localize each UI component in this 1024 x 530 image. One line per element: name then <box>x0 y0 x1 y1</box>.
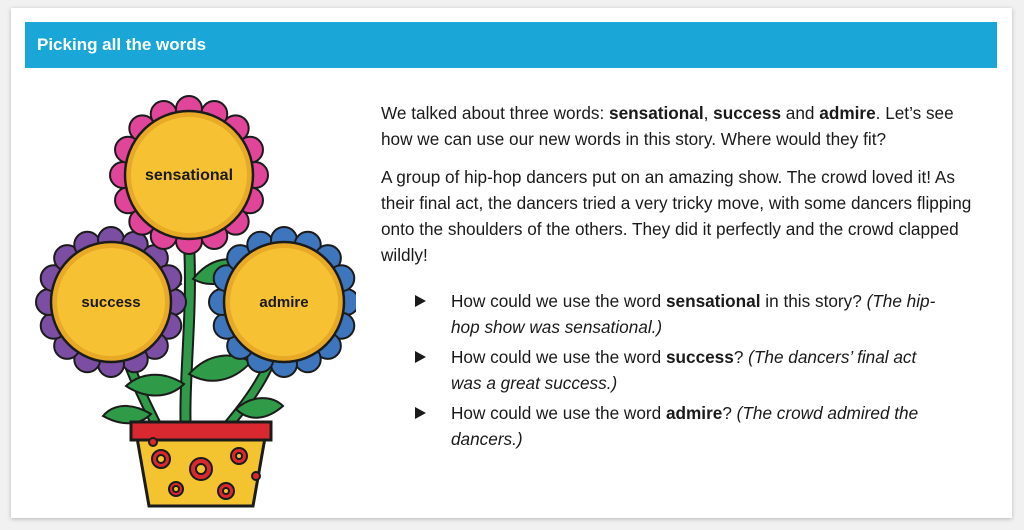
question-keyword: admire <box>665 403 723 423</box>
question-keyword: success <box>665 347 734 367</box>
question-item <box>381 344 951 396</box>
question-answer: (The crowd admired the dancers.) <box>451 403 919 449</box>
flower-top <box>110 96 268 254</box>
question-keyword: sensational <box>665 291 761 311</box>
question-text: How could we use the word <box>451 403 666 423</box>
question-text: in this story? <box>760 291 867 311</box>
keyword-success: success <box>713 103 782 123</box>
intro-separator: and <box>781 103 820 123</box>
story-paragraph: A group of hip-hop dancers put on an amazing show. The crowd loved it! As their final act, the dancers tried a very tricky move, with some dancers flipping onto the shoulders of the others. They did it perfectly and the crowd clapped wildly! <box>381 167 972 265</box>
bullet-arrow-icon <box>415 351 426 363</box>
question-answer: (The dancers’ final act was a great success.) <box>451 347 917 393</box>
intro-separator: , <box>703 103 714 123</box>
question-answer: (The hip-hop show was sensational.) <box>451 291 936 337</box>
flower-label-top: sensational <box>144 167 234 184</box>
question-text: ? <box>722 403 737 423</box>
intro-text: . Let’s see how we can use our new words in this story. Where would they fit? <box>381 103 954 149</box>
question-list <box>381 288 981 452</box>
keyword-admire: admire <box>819 103 876 123</box>
question-text: How could we use the word <box>451 347 666 367</box>
intro-text: We talked about three words: <box>381 103 610 123</box>
flower-pot-illustration <box>21 84 356 510</box>
question-item <box>381 400 951 452</box>
lesson-content <box>381 100 981 456</box>
question-text: ? <box>733 347 749 367</box>
bullet-arrow-icon <box>415 295 426 307</box>
keyword-sensational: sensational <box>609 103 704 123</box>
flower-label-left: success <box>81 294 141 311</box>
section-header <box>25 22 997 68</box>
section-title: Picking all the words <box>37 35 207 54</box>
intro-paragraph <box>381 100 981 152</box>
flower-label-right: admire <box>259 294 309 311</box>
activity-card <box>11 8 1012 518</box>
question-text: How could we use the word <box>451 291 666 311</box>
question-item <box>381 288 951 340</box>
flower-right <box>209 227 356 377</box>
bullet-arrow-icon <box>415 407 426 419</box>
